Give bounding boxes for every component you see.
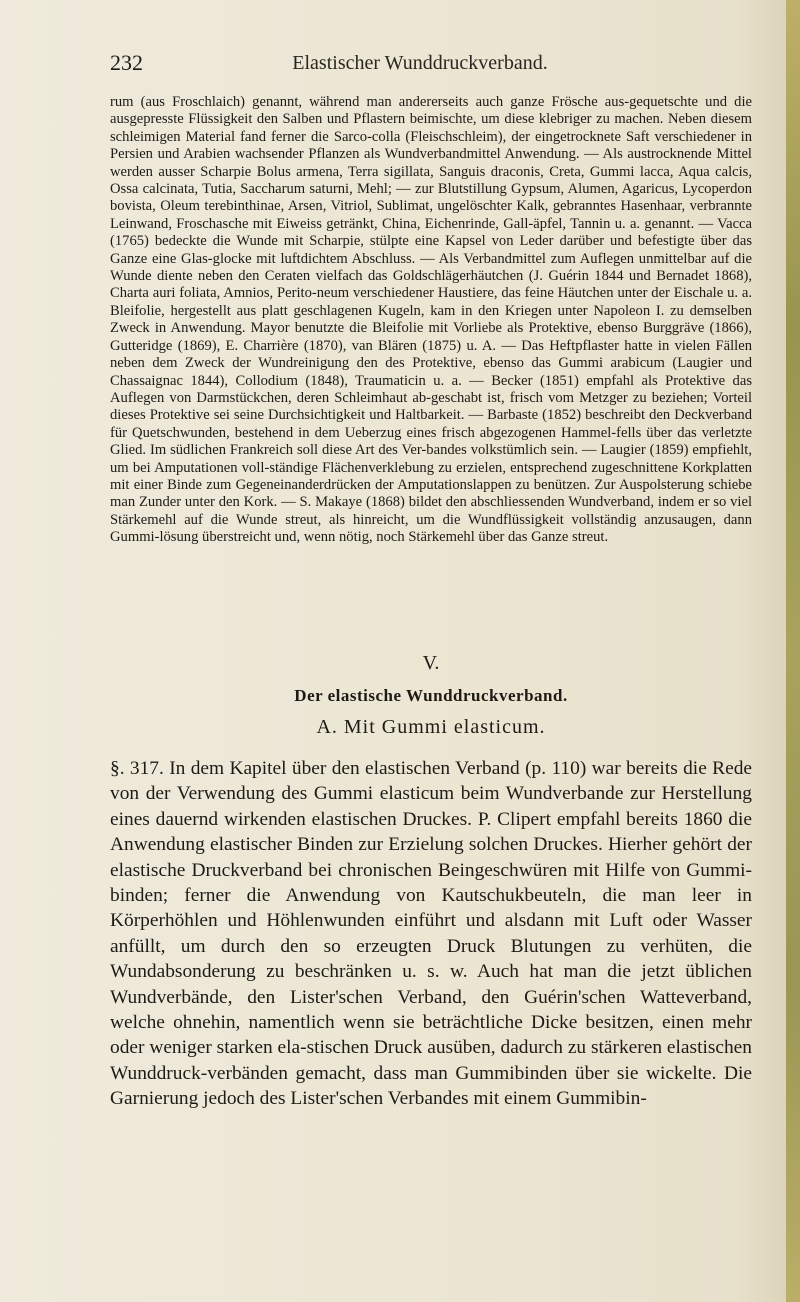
previous-section-paragraph: rum (aus Froschlaich) genannt, während man andererseits auch ganze Frösche aus-gequetschte und die ausgepresste Flüssigkeit den Salben und Pflastern beimischte, um diese klebriger zu machen. Neben diesem schleimigen Material fand ferner die Sarco-colla (Fleischschleim), der eingetrocknete Saft verschiedener in Persien und Arabien wachsender Pflanzen als Wundverbandmittel Anwendung. — Als austrocknende Mittel werden ausser Scharpie Bolus armena, Terra sigillata, Sanguis draconis, Creta, Gummi lacca, Aqua calcis, Ossa calcinata, Tutia, Saccharum saturni, Mehl; — zur Blutstillung Gypsum, Alumen, Agaricus, Lycoperdon bovista, Oleum terebinthinae, Arsen, Vitriol, Sublimat, ungelöschter Kalk, gebranntes Hasenhaar, verbrannte Leinwand, Froschasche mit Eiweiss getränkt, China, Eichenrinde, Gall-äpfel, Tannin u. a. genannt. — Vacca (1765) bedeckte die Wunde mit Scharpie, stülpte eine Kapsel von Leder darüber und befestigte über das Ganze eine Glas-glocke mit luftdichtem Abschluss. — Als Verbandmittel zum Auflegen unmittelbar auf die Wunde diente neben den Ceraten vielfach das Goldschlägerhäutchen (J. Guérin 1844 und Bernadet 1868), Charta auri foliata, Amnios, Perito-neum verschiedener Haustiere, das feine Häutchen unter der Eischale u. a. Bleifolie, hergestellt aus platt geschlagenen Kugeln, kam in den Kriegen unter Napoleon I. zu demselben Zweck in Anwendung. Mayor benutzte die Bleifolie mit Vorliebe als Protektive, ebenso Burggräve (1866), Gutteridge (1869), E. Charrière (1870), van Blären (1875) u. A. — Das Heftpflaster hatte in vielen Fällen neben dem Zweck der Wundreinigung den des Protektive, ebenso das Gummi arabicum (Laugier und Chassaignac 1844), Collodium (1848), Traumaticin u. a. — Becker (1851) empfahl als Protektive das Auflegen von Darmstückchen, deren Schleimhaut ab-geschabt ist, frisch vom Metzger zu beziehen; Vorteil dieses Protektive sei seine Durchsichtigkeit und Haltbarkeit. — Barbaste (1852) beschreibt den Deckverband für Quetschwunden, bestehend in dem Ueberzug eines frisch abgezogenen Hammel-fells über das verletzte Glied. Im südlichen Frankreich soll diese Art des Ver-bandes volkstümlich sein. — Laugier (1859) empfiehlt, um bei Amputationen voll-ständige Flächenverklebung zu erzielen, entsprechend zugeschnittene Korkplatten mit einer Binde zum Gegeneinanderdrücken der Amputationslappen zu benützen. Zur Auspolsterung schiebe man Zunder unter den Kork. — S. Makaye (1868) bildet den abschliessenden Wundverband, indem er so viel Stärkemehl auf die Wunde streut, als hinreicht, um die Wundflüssigkeit vollständig anzusaugen, dann Gummi-lösung überstreicht und, wenn nötig, noch Stärkemehl über das Ganze streut. [110,94,752,546]
page-edge [786,0,800,1302]
section-title: Der elastische Wunddruckverband. [294,686,568,705]
section-numeral: V. [422,652,440,674]
page-number: 232 [110,50,143,75]
page-header [110,50,730,80]
section-body [110,756,752,1112]
previous-section-text [110,94,752,547]
section-paragraph: §. 317. In dem Kapitel über den elastischen Verband (p. 110) war bereits die Rede von der Verwendung des Gummi elasticum beim Wundverbande zur Herstellung eines dauernd wirkenden elastischen Druckes. P. Clipert empfahl bereits 1860 die Anwendung elastischer Binden zur Erzielung solchen Druckes. Hierher gehört der elastische Druckverband bei chronischen Beingeschwüren mit Hilfe von Gummi-binden; ferner die Anwendung von Kautschukbeuteln, die man leer in Körperhöhlen und Höhlenwunden einführt und alsdann mit Luft oder Wasser anfüllt, um durch den so erzeugten Druck Blutungen zu verhüten, die Wundabsonderung zu beschränken u. s. w. Auch hat man die jetzt üblichen Wundverbände, den Lister'schen Verband, den Guérin'schen Watteverband, welche ohnehin, namentlich wenn sie beträchtliche Dicke besitzen, einen mehr oder weniger starken ela-stischen Druck ausüben, dadurch zu stärkeren elastischen Wunddruck-verbänden gemacht, dass man Gummibinden über sie wickelte. Die Garnierung jedoch des Lister'schen Verbandes mit einem Gummibin- [110,758,752,1110]
running-title: Elastischer Wunddruckverband. [292,52,548,74]
section-subtitle: A. Mit Gummi elasticum. [316,716,546,738]
